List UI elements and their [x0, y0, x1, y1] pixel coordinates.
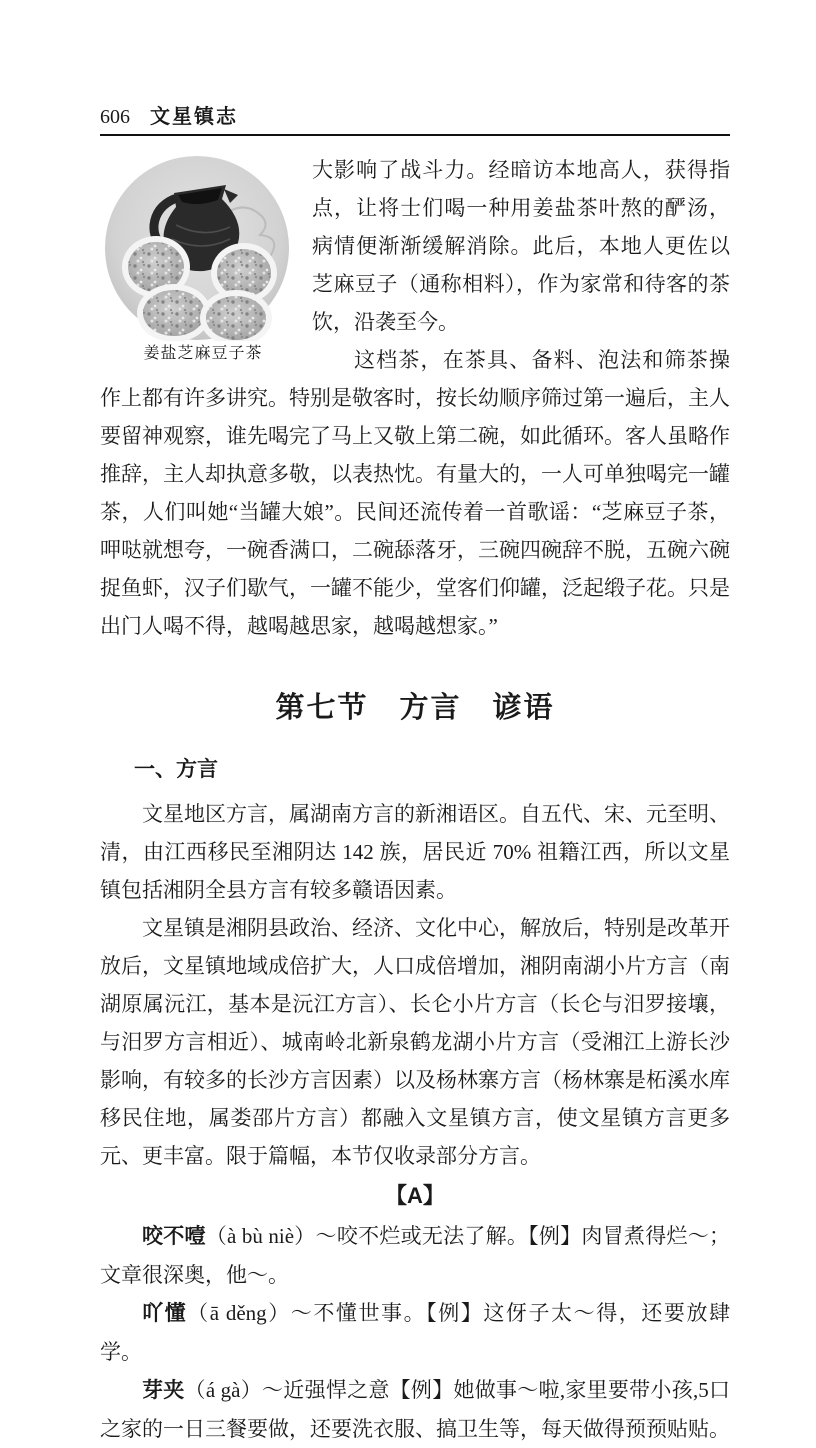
- figure-caption: 姜盐芝麻豆子茶: [143, 345, 263, 362]
- intro-paragraph-1: 大影响了战斗力。经暗访本地高人，获得指点，让将士们喝一种用姜盐茶叶熬的酽汤，病情便渐渐缓解消除。此后，本地人更佐以芝麻豆子（通称相料），作为家常和待客的茶饮，沿袭至今。: [312, 158, 730, 334]
- dialect-entry: [100, 1294, 730, 1371]
- tea-bowl: [137, 284, 211, 341]
- tea-photo-image: [104, 155, 290, 341]
- dialect-entry: [100, 1371, 730, 1448]
- tea-photo-figure: [104, 155, 302, 364]
- section-title: 第七节 方言 谚语: [275, 692, 555, 724]
- entry-headword: 芽夹: [142, 1379, 185, 1402]
- article-body: [100, 151, 730, 1448]
- page-number: 606: [100, 106, 130, 128]
- dialect-paragraph-1: 文星地区方言，属湖南方言的新湘语区。自五代、宋、元至明、清，由江西移民至湘阴达 142 族，居民近 70% 祖籍江西，所以文星镇包括湘阴全县方言有较多赣语因素。: [100, 802, 730, 902]
- dialect-entry: [100, 1217, 730, 1294]
- running-header: [100, 100, 730, 136]
- dialect-paragraph-2: 文星镇是湘阴县政治、经济、文化中心，解放后，特别是改革开放后，文星镇地域成倍扩大，人口成倍增加，湘阴南湖小片方言（南湖原属沅江，基本是沅江方言）、长仑小片方言（长仑与汨罗接壤，与汨罗方言相近）、城南岭北新泉鹤龙湖小片方言（受湘江上游长沙影响，有较多的长沙方言因素）以及杨林寨方言（杨林寨是柘溪水库移民住地，属娄邵片方言）都融入文星镇方言，使文星镇方言更多元、更丰富。限于篇幅，本节仅收录部分方言。: [100, 916, 730, 1168]
- entry-definition: （á gà）～近强悍之意【例】她做事～啦,家里要带小孩,5口之家的一日三餐要做，还要洗衣服、搞卫生等，每天做得预预贴贴。: [100, 1378, 731, 1441]
- entry-definition: （ā děng）～不懂世事。【例】这伢子太～得，还要放肆学。: [100, 1301, 731, 1364]
- subsection-title: 一、方言: [134, 758, 218, 781]
- entry-headword: 吖懂: [142, 1302, 188, 1325]
- entry-definition: （à bù niè）～咬不烂或无法了解。【例】肉冒煮得烂～；文章很深奥，他～。: [100, 1224, 730, 1287]
- book-title: 文星镇志: [150, 106, 238, 128]
- intro-paragraph-2: 这档茶，在茶具、备料、泡法和筛茶操作上都有许多讲究。特别是敬客时，按长幼顺序筛过第一遍后，主人要留神观察，谁先喝完了马上又敬上第二碗，如此循环。客人虽略作推辞，主人却执意多敬，以表热忱。有量大的，一人可单独喝完一罐茶，人们叫她“当罐大娘”。民间还流传着一首歌谣：“芝麻豆子茶，呷哒就想夸，一碗香满口，二碗舔落牙，三碗四碗辞不脱，五碗六碗捉鱼虾，汉子们歇气，一罐不能少，堂客们仰罐，泛起缎子花。只是出门人喝不得，越喝越思家，越喝越想家。”: [100, 348, 730, 638]
- letter-header-A: 【A】: [385, 1183, 445, 1208]
- entry-headword: 咬不噎: [142, 1225, 206, 1248]
